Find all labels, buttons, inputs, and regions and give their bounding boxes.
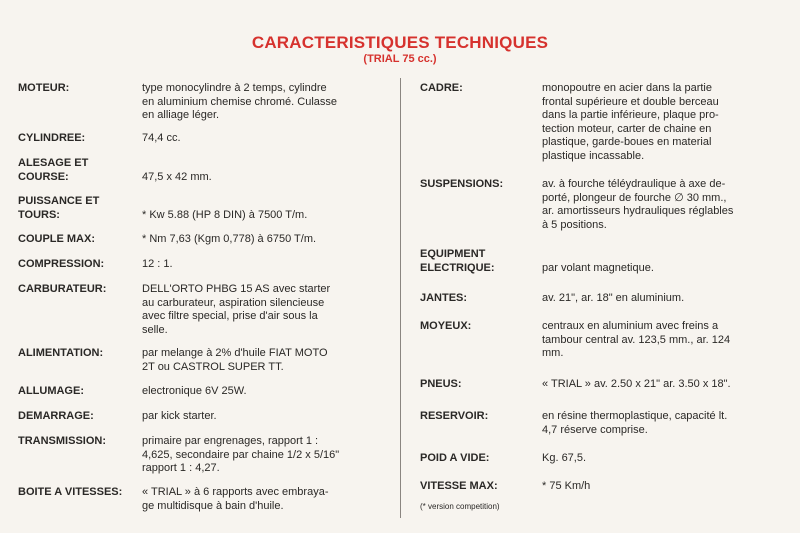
spec-label-line: EQUIPMENT	[420, 248, 486, 260]
spec-value-line: 2T ou CASTROL SUPER TT.	[142, 360, 284, 373]
spec-value-line: par melange à 2% d'huile FIAT MOTO	[142, 347, 328, 359]
spec-label	[18, 283, 106, 297]
spec-value	[142, 82, 392, 123]
spec-value	[542, 292, 787, 306]
spec-label-line: TRANSMISSION:	[18, 435, 106, 447]
spec-value-line: porté, plongeur de fourche ∅ 30 mm.,	[542, 191, 727, 204]
spec-value-line: plastique incassable.	[542, 149, 645, 162]
spec-value-line: centraux en aluminium avec freins a	[542, 320, 719, 332]
spec-value	[542, 320, 787, 361]
spec-value	[142, 233, 392, 247]
spec-label	[420, 292, 467, 306]
spec-label-line: DEMARRAGE:	[18, 410, 94, 422]
spec-value-line: dans la partie inférieure, plaque pro-	[542, 109, 719, 121]
spec-label	[420, 320, 471, 334]
spec-label	[420, 178, 503, 192]
spec-value	[142, 410, 392, 424]
spec-label	[18, 486, 122, 500]
spec-value-line: 12 : 1.	[142, 258, 173, 270]
spec-label	[18, 82, 69, 96]
spec-value-line: ge multidisque à bain d'huile.	[142, 499, 284, 512]
spec-value-line: av. à fourche téléydraulique à axe de-	[542, 178, 726, 190]
spec-value-line: Kg. 67,5.	[542, 452, 587, 464]
spec-label-line: CARBURATEUR:	[18, 283, 107, 295]
spec-value-line: en résine thermoplastique, capacité lt.	[542, 410, 728, 422]
spec-value-line: plastique, garde-boues en material	[542, 136, 712, 148]
spec-value-line: * Nm 7,63 (Kgm 0,778) à 6750 T/m.	[142, 233, 317, 245]
spec-value-line: par volant magnetique.	[542, 261, 654, 274]
spec-label	[18, 385, 84, 399]
spec-label-line: PNEUS:	[420, 378, 462, 390]
spec-value-line: selle.	[142, 323, 168, 336]
spec-value	[142, 258, 392, 272]
spec-label-line: COUPLE MAX:	[18, 233, 95, 245]
spec-label-line: COURSE:	[18, 170, 69, 183]
spec-label	[18, 195, 99, 222]
spec-label-line: ALESAGE ET	[18, 157, 89, 169]
spec-value	[142, 385, 392, 399]
spec-value-line: electronique 6V 25W.	[142, 385, 247, 397]
spec-value-line: « TRIAL » à 6 rapports avec embraya-	[142, 486, 329, 498]
spec-value-line: ar. amortisseurs hydrauliques réglables	[542, 205, 734, 217]
spec-value-line: primaire par engrenages, rapport 1 :	[142, 435, 319, 447]
spec-value-line: 47,5 x 42 mm.	[142, 170, 212, 183]
spec-label-line: CADRE:	[420, 82, 463, 94]
spec-value-line: avec filtre special, prise d'air sous la	[142, 310, 318, 322]
spec-label	[420, 452, 489, 466]
spec-label-line: ELECTRIQUE:	[420, 261, 495, 274]
spec-label-line: MOYEUX:	[420, 320, 472, 332]
spec-value	[142, 209, 392, 223]
spec-label	[18, 233, 95, 247]
spec-label	[420, 248, 495, 275]
page-subtitle: (TRIAL 75 cc.)	[363, 53, 437, 65]
spec-value	[542, 178, 787, 232]
spec-label-line: TOURS:	[18, 208, 60, 221]
spec-value-line: en aluminium chemise chromé. Culasse	[142, 95, 338, 108]
spec-value-line: par kick starter.	[142, 410, 217, 422]
spec-value-line: à 5 positions.	[542, 218, 607, 231]
spec-value	[142, 171, 392, 185]
spec-label-line: BOITE A VITESSES:	[18, 486, 123, 498]
spec-label-line: COMPRESSION:	[18, 258, 105, 270]
spec-value-line: en alliage léger.	[142, 109, 220, 121]
spec-value-line: av. 21", ar. 18" en aluminium.	[542, 292, 685, 304]
spec-label-line: SUSPENSIONS:	[420, 178, 504, 190]
spec-value-line: tection moteur, carter de chaine en	[542, 122, 712, 135]
spec-value	[542, 262, 787, 276]
spec-value-line: tambour central av. 123,5 mm., ar. 124	[542, 333, 731, 346]
spec-value-line: * Kw 5.88 (HP 8 DIN) à 7500 T/m.	[142, 208, 308, 221]
spec-label-line: CYLINDREE:	[18, 132, 86, 144]
spec-label	[18, 410, 94, 424]
spec-value-line: mm.	[542, 347, 564, 359]
spec-value	[542, 410, 787, 437]
spec-label-line: VITESSE MAX:	[420, 480, 498, 492]
spec-value-line: 4,7 réserve comprise.	[542, 423, 648, 436]
spec-label-line: JANTES:	[420, 292, 468, 304]
spec-value	[142, 283, 392, 337]
spec-value	[142, 486, 392, 513]
spec-label	[18, 157, 88, 184]
spec-value-line: frontal supérieure et double berceau	[542, 95, 719, 108]
spec-label	[18, 132, 85, 146]
spec-value	[142, 347, 392, 374]
spec-label-line: ALLUMAGE:	[18, 385, 84, 397]
spec-label	[18, 258, 104, 272]
spec-label-line: RESERVOIR:	[420, 410, 489, 422]
spec-value-line: type monocylindre à 2 temps, cylindre	[142, 82, 327, 94]
spec-value-line: monopoutre en acier dans la partie	[542, 82, 712, 94]
column-divider	[400, 78, 401, 518]
page-title: CARACTERISTIQUES TECHNIQUES	[251, 33, 549, 52]
spec-value-line: DELL'ORTO PHBG 15 AS avec starter	[142, 283, 331, 295]
spec-value-line: « TRIAL » av. 2.50 x 21" ar. 3.50 x 18".	[542, 378, 731, 390]
footnote: (* version competition)	[420, 502, 500, 511]
spec-value-line: rapport 1 : 4,27.	[142, 462, 220, 474]
spec-value-line: 74,4 cc.	[142, 132, 181, 144]
spec-label-line: PUISSANCE ET	[18, 195, 100, 207]
spec-label-line: MOTEUR:	[18, 82, 70, 94]
spec-label	[18, 347, 103, 361]
spec-label-line: ALIMENTATION:	[18, 347, 104, 359]
spec-value	[142, 435, 392, 476]
spec-label-line: POID A VIDE:	[420, 452, 490, 464]
spec-value-line: * 75 Km/h	[542, 480, 591, 492]
spec-label	[420, 480, 498, 494]
spec-label	[420, 82, 463, 96]
spec-value	[542, 378, 787, 392]
spec-value	[542, 480, 787, 494]
spec-label	[18, 435, 106, 449]
spec-value-line: 4,625, secondaire par chaine 1/2 x 5/16"	[142, 448, 340, 461]
spec-value-line: au carburateur, aspiration silencieuse	[142, 296, 325, 309]
spec-value	[542, 82, 787, 163]
spec-label	[420, 378, 462, 392]
spec-value	[142, 132, 392, 146]
spec-label	[420, 410, 488, 424]
spec-value	[542, 452, 787, 466]
